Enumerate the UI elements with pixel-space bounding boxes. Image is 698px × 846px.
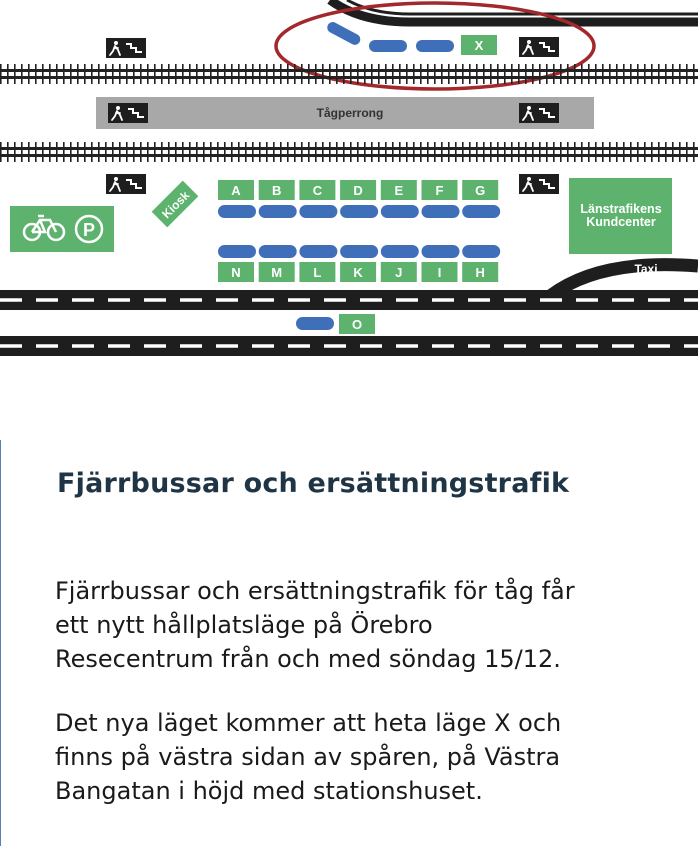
stop-label: M — [271, 265, 283, 280]
stop-n — [218, 245, 256, 282]
stop-label: A — [231, 183, 241, 198]
bus-bay — [462, 245, 500, 258]
article-heading: Fjärrbussar och ersättningstrafik — [57, 468, 570, 499]
article-paragraph-1 — [55, 574, 655, 676]
service-center-line2: Kundcenter — [586, 215, 656, 229]
bus-bay — [340, 245, 378, 258]
road — [0, 336, 698, 356]
stop-m — [259, 245, 297, 282]
bus-bay — [340, 205, 378, 218]
stop-label: I — [437, 265, 442, 280]
paragraph-line: ett nytt hållplatsläge på Örebro — [55, 611, 433, 639]
stop-label: E — [394, 183, 404, 198]
stops-top — [218, 180, 500, 218]
stop-label: B — [272, 183, 282, 198]
stop-h — [462, 245, 500, 282]
stop-label: J — [395, 265, 403, 280]
stop-label: C — [312, 183, 323, 198]
paragraph-line: finns på västra sidan av spåren, på Västra — [55, 743, 561, 771]
article — [0, 440, 698, 846]
paragraph-line: Resecentrum från och med söndag 15/12. — [55, 645, 561, 673]
bus-bay — [369, 40, 407, 52]
bus-bay — [416, 40, 454, 52]
bus-bay — [422, 205, 460, 218]
stop-i — [422, 245, 460, 282]
stop-d — [340, 180, 378, 218]
article-paragraph-2 — [55, 706, 655, 808]
service-center-line1: Länstrafikens — [580, 202, 662, 216]
walk-stairs-icon — [519, 103, 559, 123]
stop-label: L — [313, 265, 322, 280]
bus-bay — [218, 205, 256, 218]
taxi-label: Taxi — [634, 262, 658, 276]
stop-g — [462, 180, 500, 218]
bus-bay — [381, 245, 419, 258]
bus-bay — [381, 205, 419, 218]
stop-label: D — [353, 183, 363, 198]
stop-label: F — [435, 183, 444, 198]
bus-bay — [299, 245, 337, 258]
stop-x-label: X — [474, 38, 484, 53]
stop-label: K — [353, 265, 363, 280]
stop-label: G — [475, 183, 486, 198]
kiosk-label: Kiosk — [159, 188, 193, 222]
stop-b — [259, 180, 297, 218]
stop-a — [218, 180, 256, 218]
paragraph-line: Fjärrbussar och ersättningstrafik för tåg får — [55, 577, 575, 605]
stop-l — [299, 245, 337, 282]
bus-bay — [462, 205, 500, 218]
bus-bay — [259, 205, 297, 218]
walk-stairs-icon — [106, 174, 146, 194]
bus-bay — [299, 205, 337, 218]
stop-j — [381, 245, 419, 282]
walk-stairs-icon — [108, 103, 148, 123]
bus-bay — [218, 245, 256, 258]
railway-track — [0, 142, 698, 162]
stop-label: H — [475, 265, 485, 280]
kiosk — [152, 181, 199, 228]
railway-track — [0, 64, 698, 84]
bus-bay — [325, 20, 362, 47]
svg-text:P: P — [82, 220, 96, 240]
walk-stairs-icon — [519, 174, 559, 194]
stop-label: N — [231, 265, 241, 280]
stop-e — [381, 180, 419, 218]
stop-f — [422, 180, 460, 218]
stop-c — [299, 180, 337, 218]
platform-label: Tågperrong — [316, 106, 384, 120]
paragraph-line: Det nya läget kommer att heta läge X och — [55, 709, 562, 737]
station-map — [0, 0, 698, 365]
stops-bottom — [218, 245, 500, 282]
stop-k — [340, 245, 378, 282]
stop-o-label: O — [351, 317, 363, 332]
walk-stairs-icon — [519, 37, 559, 57]
paragraph-line: Bangatan i höjd med stationshuset. — [55, 777, 483, 805]
road — [0, 290, 698, 310]
walk-stairs-icon — [106, 38, 146, 58]
bus-bay — [296, 317, 334, 330]
bus-bay — [422, 245, 460, 258]
bus-bay — [259, 245, 297, 258]
